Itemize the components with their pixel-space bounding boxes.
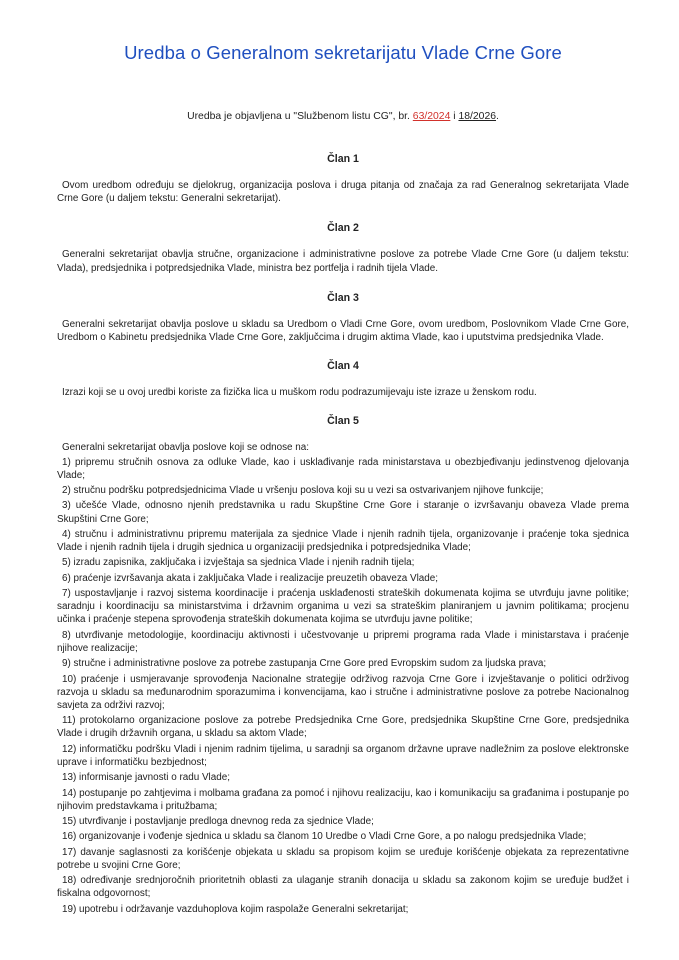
publication-suffix: . bbox=[496, 111, 499, 122]
list-item: 18) određivanje srednjoročnih prioritetnih oblasti za ulaganje stranih donacija u skladu sa zakonom kojim se uređuje budžet i fiskalna odgovornost; bbox=[57, 875, 629, 900]
article-5-list bbox=[57, 456, 629, 916]
gazette-ref-link-1[interactable]: 63/2024 bbox=[412, 111, 451, 122]
list-item: 19) upotrebu i održavanje vazduhoplova kojim raspolaže Generalni sekretarijat; bbox=[62, 903, 409, 915]
article-heading-4: Član 4 bbox=[327, 360, 359, 373]
article-heading-1: Član 1 bbox=[327, 153, 359, 165]
article-text-2: Generalni sekretarijat obavlja stručne, organizacione i administrativne poslove za potrebe Vlade Crne Gore (u daljem tekstu: Vlada), predsjednika i potpredsjednika Vlade, ministra bez portfelja i radnih tijela Vlade. bbox=[57, 249, 629, 274]
list-item: 4) stručnu i administrativnu pripremu materijala za sjednice Vlade i njenih radnih tijela, organizovanje i praćenje toka sjednica Vlade i njenih radnih tijela i drugih sjednica u organizaciji predsjednika i potpredsjednika Vlade; bbox=[57, 528, 629, 554]
list-item: 7) uspostavljanje i razvoj sistema koordinacije i praćenja usklađenosti strateških dokumenata kojima se utvrđuju javne politike; saradnju i koordinaciju sa ministarstvima i državnim organima u vezi sa strateškim planiranjem u javnim politikama; procjenu učinka i praćenje stepena sprovođenja strateških dokumenata kojima se utvrđuju javne politike; bbox=[57, 588, 629, 626]
publication-note bbox=[57, 111, 629, 125]
list-item: 2) stručnu podršku potpredsjednicima Vlade u vršenju poslova koji su u vezi sa ostvarivanjem njihove funkcije; bbox=[62, 485, 544, 497]
list-item: 16) organizovanje i vođenje sjednica u skladu sa članom 10 Uredbe o Vladi Crne Gore, a po nalogu predsjednika Vlade; bbox=[62, 831, 587, 843]
article-heading-2: Član 2 bbox=[327, 222, 359, 235]
gazette-ref-link-2[interactable]: 18/2026 bbox=[458, 111, 497, 122]
list-item: 1) pripremu stručnih osnova za odluke Vlade, kao i usklađivanje rada ministarstava u obezbjeđivanju jedinstvenog djelovanja Vlade; bbox=[57, 456, 629, 481]
article-heading-5: Član 5 bbox=[327, 415, 359, 428]
list-item: 10) praćenje i usmjeravanje sprovođenja Nacionalne strategije održivog razvoja Crne Gore i izvještavanje o politici održivog razvoja u skladu sa međunarodnim sporazumima i konvencijama, kao i stručne i administrativne poslove za potrebe Nacionalnog savjeta za održivi razvoj; bbox=[57, 673, 629, 711]
list-item: 17) davanje saglasnosti za korišćenje objekata u skladu sa propisom kojim se uređuje korišćenje objekata za reprezentativne potrebe u svojini Crne Gore; bbox=[57, 846, 629, 871]
list-item: 5) izradu zapisnika, zaključaka i izvještaja sa sjednica Vlade i njenih radnih tijela; bbox=[62, 557, 415, 569]
article-text-4: Izrazi koji se u ovoj uredbi koriste za fizička lica u muškom rodu podrazumijevaju iste izraze u ženskom rodu. bbox=[62, 387, 537, 399]
list-item: 3) učešće Vlade, odnosno njenih predstavnika u radu Skupštine Crne Gore i staranje o izvršavanju obaveza Vlade prema Skupštini Crne Gore; bbox=[57, 500, 629, 525]
document-title: Uredba o Generalnom sekretarijatu Vlade Crne Gore bbox=[124, 42, 562, 63]
list-item: 13) informisanje javnosti o radu Vlade; bbox=[62, 772, 230, 784]
list-item: 9) stručne i administrativne poslove za potrebe zastupanja Crne Gore pred Evropskim sudom za ljudska prava; bbox=[62, 658, 547, 670]
article-heading-3: Član 3 bbox=[327, 291, 359, 304]
list-item: 8) utvrđivanje metodologije, koordinaciju aktivnosti i učestvovanje u pripremi programa rada Vlade i ministarstava i praćenje njihove realizacije; bbox=[57, 629, 629, 654]
list-item: 14) postupanje po zahtjevima i molbama građana za pomoć i njihovu realizaciju, kao i komunikaciju sa građanima i postupanje po njihovim predstavkama i pritužbama; bbox=[57, 787, 629, 812]
article-text-1: Ovom uredbom određuju se djelokrug, organizacija poslova i druga pitanja od značaja za rad Generalnog sekretarijata Vlade Crne Gore (u daljem tekstu: Generalni sekretarijat). bbox=[57, 180, 629, 205]
article-text-3: Generalni sekretarijat obavlja poslove u skladu sa Uredbom o Vladi Crne Gore, ovom uredbom, Poslovnikom Vlade Crne Gore, Uredbom o Kabinetu predsjednika Vlade Crne Gore, zaključcima i drugim aktima Vlade, kao i uputstvima predsjednika Vlade. bbox=[57, 318, 629, 344]
list-item: 15) utvrđivanje i postavljanje predloga dnevnog reda za sjednice Vlade; bbox=[62, 816, 374, 828]
list-item: 6) praćenje izvršavanja akata i zaključaka Vlade i realizacije preuzetih obaveza Vlade; bbox=[62, 572, 439, 584]
publication-separator: i bbox=[450, 111, 459, 122]
publication-prefix: Uredba je objavljena u "Službenom listu CG", br. bbox=[187, 111, 413, 122]
list-item: 11) protokolarno organizacione poslove za potrebe Predsjednika Crne Gore, predsjednika Skupštine Crne Gore, predsjednika Vlade i drugih državnih organa, u skladu sa aktom Vlade; bbox=[57, 715, 629, 740]
list-item: 12) informatičku podršku Vladi i njenim radnim tijelima, u saradnji sa organom državne uprave nadležnim za poslove elektronske uprave i informatičku bezbjednost; bbox=[57, 743, 629, 768]
article-5-intro: Generalni sekretarijat obavlja poslove koji se odnose na: bbox=[62, 442, 310, 454]
